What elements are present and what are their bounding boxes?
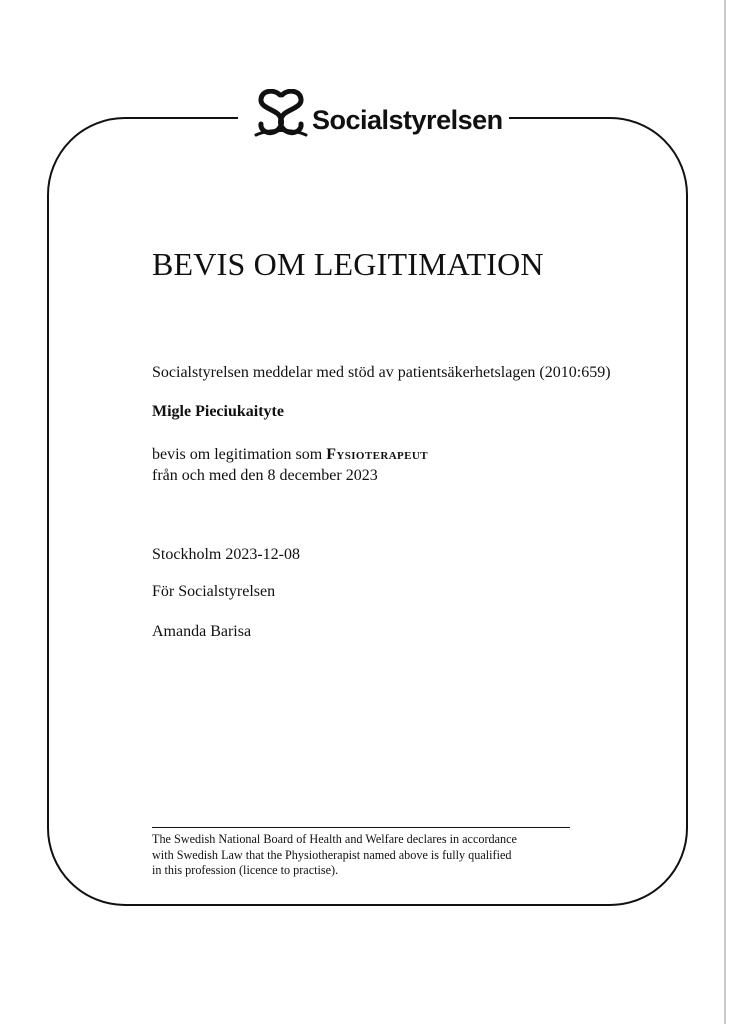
legitimation-prefix: bevis om legitimation som: [152, 446, 323, 463]
declaration-line-1: The Swedish National Board of Health and Welfare declares in accordance: [152, 832, 517, 846]
page-edge-divider: [724, 0, 726, 1024]
legitimation-line: [152, 446, 428, 464]
profession: Fysioterapeut: [326, 446, 428, 463]
holder-name: Migle Pieciukaityte: [152, 403, 284, 420]
footer-divider: [152, 827, 570, 828]
declaration-line-3: in this profession (licence to practise).: [152, 863, 339, 878]
socialstyrelsen-logo: [238, 84, 509, 144]
english-declaration: [152, 832, 582, 879]
certificate-title: BEVIS OM LEGITIMATION: [152, 246, 544, 282]
certificate-frame: [47, 117, 688, 906]
intro-text: Socialstyrelsen meddelar med stöd av patientsäkerhetslagen (2010:659): [152, 364, 611, 381]
declaration-line-2: with Swedish Law that the Physiotherapist named above is fully qualified: [152, 847, 512, 862]
logo-wordmark: Socialstyrelsen: [312, 104, 503, 135]
place-date: Stockholm 2023-12-08: [152, 546, 300, 563]
valid-from: från och med den 8 december 2023: [152, 467, 378, 484]
for-authority: För Socialstyrelsen: [152, 583, 276, 600]
socialstyrelsen-emblem-icon: [252, 89, 310, 139]
signatory-name: Amanda Barisa: [152, 623, 252, 640]
